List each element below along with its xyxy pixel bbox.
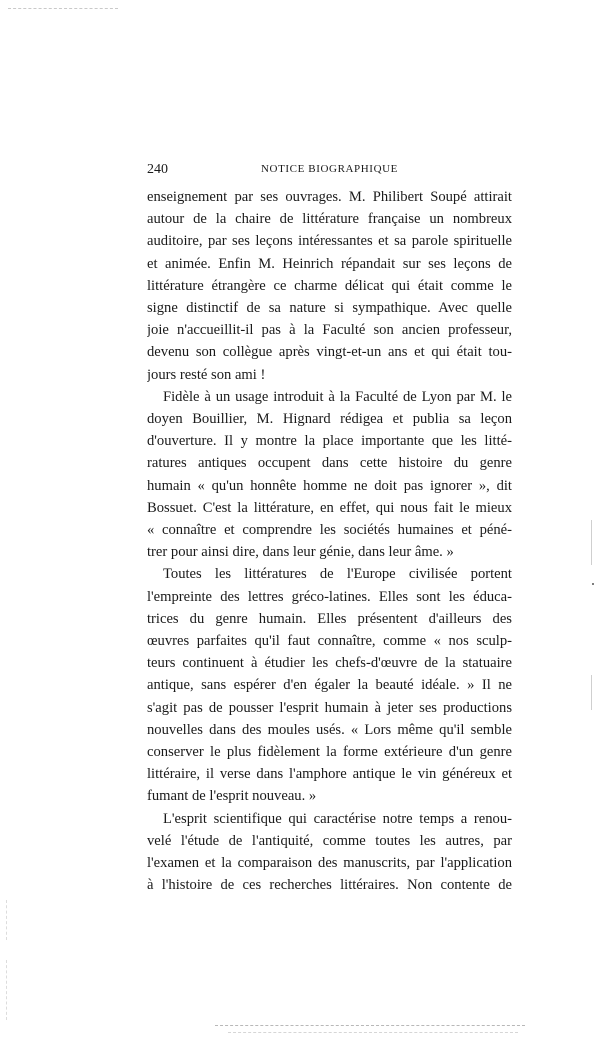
page-header <box>147 162 512 180</box>
text-line: l'examen et la comparaison des manuscrits, par l'application <box>147 855 512 872</box>
text-line: velé l'étude de l'antiquité, comme toutes les autres, par <box>147 832 512 849</box>
scan-edge-bottom <box>215 1025 525 1026</box>
text-line: humain « qu'un honnête homme ne doit pas ignorer », dit <box>147 477 512 494</box>
page-number: 240 <box>147 162 168 177</box>
text-line: œuvres parfaites qu'il faut connaître, comme « nos sculp- <box>147 633 512 650</box>
text-line: d'ouverture. Il y montre la place importante que les litté- <box>147 433 512 450</box>
text-line: teurs continuent à étudier les chefs-d'œuvre de la statuaire <box>147 655 512 672</box>
scan-speck <box>592 583 594 585</box>
text-line: fumant de l'esprit nouveau. » <box>147 788 317 805</box>
text-line: littéraire, il verse dans l'amphore antique le vin généreux et <box>147 766 512 783</box>
text-line: trer pour ainsi dire, dans leur génie, dans leur âme. » <box>147 544 454 561</box>
text-line: L'esprit scientifique qui caractérise notre temps a renou- <box>163 810 512 827</box>
paragraph-4 <box>147 808 512 897</box>
text-line: joie n'accueillit-il pas à la Faculté son ancien professeur, <box>147 322 512 339</box>
scan-mark-left <box>6 960 7 1020</box>
text-line: « connaître et comprendre les sociétés humaines et péné- <box>147 522 512 539</box>
paragraph-2 <box>147 386 512 564</box>
text-line: Toutes les littératures de l'Europe civilisée portent <box>163 566 512 583</box>
running-title: NOTICE BIOGRAPHIQUE <box>261 163 398 175</box>
text-line: signe distinctif de sa nature si sympathique. Avec quelle <box>147 300 512 317</box>
text-line: auditoire, par ses leçons intéressantes et sa parole spirituelle <box>147 233 512 250</box>
text-line: conserver le plus fidèlement la forme extérieure d'un genre <box>147 744 512 761</box>
paragraph-3 <box>147 563 512 807</box>
body-text <box>147 186 512 897</box>
text-line: devenu son collègue après vingt-et-un ans et qui était tou- <box>147 344 512 361</box>
text-line: enseignement par ses ouvrages. M. Philibert Soupé attirait <box>147 189 512 205</box>
text-line: autour de la chaire de littérature française un nombreux <box>147 211 512 228</box>
scan-edge-top <box>8 8 118 9</box>
scan-edge-bottom-secondary <box>228 1032 518 1033</box>
text-line: et animée. Enfin M. Heinrich répandait sur ses leçons de <box>147 255 512 272</box>
text-line: l'empreinte des lettres gréco-latines. Elles sont les éduca- <box>147 588 512 605</box>
scan-mark-right <box>591 520 592 565</box>
text-line: trices du genre humain. Elles présentent d'ailleurs des <box>147 610 512 627</box>
scan-mark-left <box>6 900 7 940</box>
text-line: nouvelles dans des moules usés. « Lors même qu'il semble <box>147 721 512 738</box>
text-line: ratures antiques occupent dans cette histoire du genre <box>147 455 512 472</box>
text-line: jours resté son ami ! <box>147 366 266 383</box>
scan-mark-right <box>591 675 592 710</box>
text-line: Bossuet. C'est la littérature, en effet, qui nous fait le mieux <box>147 499 512 516</box>
paragraph-1 <box>147 186 512 386</box>
text-line: Fidèle à un usage introduit à la Faculté de Lyon par M. le <box>163 388 512 405</box>
text-line: littérature étrangère ce charme délicat qui était comme le <box>147 277 512 294</box>
text-line: s'agit pas de pousser l'esprit humain à jeter ses productions <box>147 699 512 716</box>
text-line: antique, sans espérer d'en égaler la beauté idéale. » Il ne <box>147 677 512 694</box>
text-line: à l'histoire de ces recherches littéraires. Non contente de <box>147 877 512 894</box>
text-line: doyen Bouillier, M. Hignard rédigea et publia sa leçon <box>147 411 512 428</box>
